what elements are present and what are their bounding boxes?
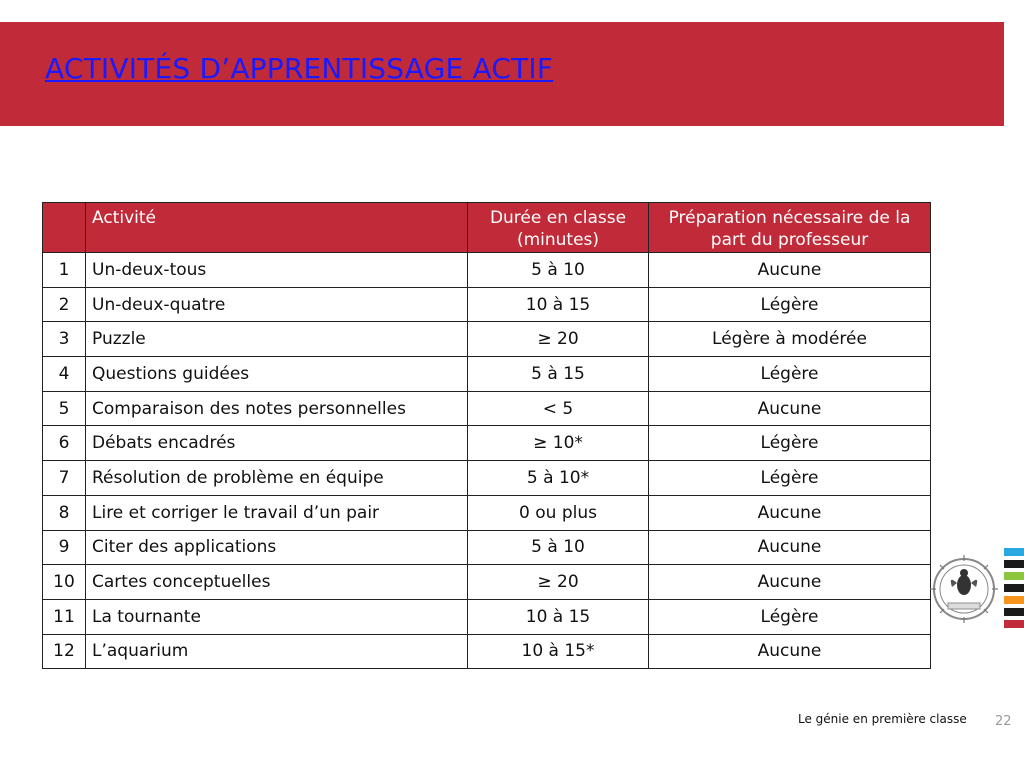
duration-cell: 5 à 10	[468, 530, 649, 565]
institution-seal-icon	[930, 553, 1000, 625]
activity-cell: La tournante	[86, 599, 468, 634]
row-number: 2	[43, 287, 86, 322]
duration-cell: 5 à 10*	[468, 461, 649, 496]
color-stripe	[1004, 584, 1024, 592]
activity-cell: Cartes conceptuelles	[86, 565, 468, 600]
row-number: 3	[43, 322, 86, 357]
slide-title-link[interactable]: ACTIVITÉS D’APPRENTISSAGE ACTIF	[45, 52, 554, 85]
preparation-cell: Légère	[649, 426, 931, 461]
duration-cell: ≥ 20	[468, 322, 649, 357]
activity-cell: Lire et corriger le travail d’un pair	[86, 495, 468, 530]
table-row	[43, 599, 931, 634]
table-row	[43, 530, 931, 565]
table-body	[43, 253, 931, 669]
activity-cell: Comparaison des notes personnelles	[86, 391, 468, 426]
activity-cell: L’aquarium	[86, 634, 468, 669]
brand-color-stripes	[1004, 548, 1024, 632]
row-number: 10	[43, 565, 86, 600]
table-row	[43, 426, 931, 461]
preparation-cell: Aucune	[649, 391, 931, 426]
preparation-cell: Légère	[649, 357, 931, 392]
table-row	[43, 565, 931, 600]
duration-cell: ≥ 20	[468, 565, 649, 600]
header-activity: Activité	[86, 203, 468, 253]
page-number: 22	[995, 714, 1012, 729]
preparation-cell: Aucune	[649, 634, 931, 669]
row-number: 1	[43, 253, 86, 288]
row-number: 11	[43, 599, 86, 634]
color-stripe	[1004, 620, 1024, 628]
table-row	[43, 391, 931, 426]
table-row	[43, 253, 931, 288]
header-duration: Durée en classe (minutes)	[468, 203, 649, 253]
duration-cell: < 5	[468, 391, 649, 426]
duration-cell: 10 à 15	[468, 599, 649, 634]
table-row	[43, 634, 931, 669]
duration-cell: 0 ou plus	[468, 495, 649, 530]
duration-cell: 10 à 15	[468, 287, 649, 322]
footer-text: Le génie en première classe	[798, 712, 967, 726]
color-stripe	[1004, 548, 1024, 556]
preparation-cell: Légère	[649, 287, 931, 322]
preparation-cell: Légère	[649, 461, 931, 496]
color-stripe	[1004, 560, 1024, 568]
row-number: 9	[43, 530, 86, 565]
table-header-row	[43, 203, 931, 253]
activity-cell: Résolution de problème en équipe	[86, 461, 468, 496]
duration-cell: ≥ 10*	[468, 426, 649, 461]
row-number: 4	[43, 357, 86, 392]
row-number: 6	[43, 426, 86, 461]
row-number: 5	[43, 391, 86, 426]
duration-cell: 5 à 15	[468, 357, 649, 392]
preparation-cell: Aucune	[649, 495, 931, 530]
preparation-cell: Aucune	[649, 253, 931, 288]
activity-cell: Citer des applications	[86, 530, 468, 565]
preparation-cell: Légère à modérée	[649, 322, 931, 357]
color-stripe	[1004, 596, 1024, 604]
color-stripe	[1004, 608, 1024, 616]
row-number: 8	[43, 495, 86, 530]
preparation-cell: Légère	[649, 599, 931, 634]
preparation-cell: Aucune	[649, 565, 931, 600]
table-row	[43, 357, 931, 392]
activity-cell: Un-deux-tous	[86, 253, 468, 288]
row-number: 7	[43, 461, 86, 496]
table-row	[43, 461, 931, 496]
preparation-cell: Aucune	[649, 530, 931, 565]
table-row	[43, 495, 931, 530]
activity-cell: Questions guidées	[86, 357, 468, 392]
activity-cell: Puzzle	[86, 322, 468, 357]
table-row	[43, 287, 931, 322]
activity-cell: Débats encadrés	[86, 426, 468, 461]
row-number: 12	[43, 634, 86, 669]
header-preparation: Préparation nécessaire de la part du professeur	[649, 203, 931, 253]
table-row	[43, 322, 931, 357]
color-stripe	[1004, 572, 1024, 580]
activity-cell: Un-deux-quatre	[86, 287, 468, 322]
activities-table	[42, 202, 931, 669]
duration-cell: 5 à 10	[468, 253, 649, 288]
header-number	[43, 203, 86, 253]
duration-cell: 10 à 15*	[468, 634, 649, 669]
